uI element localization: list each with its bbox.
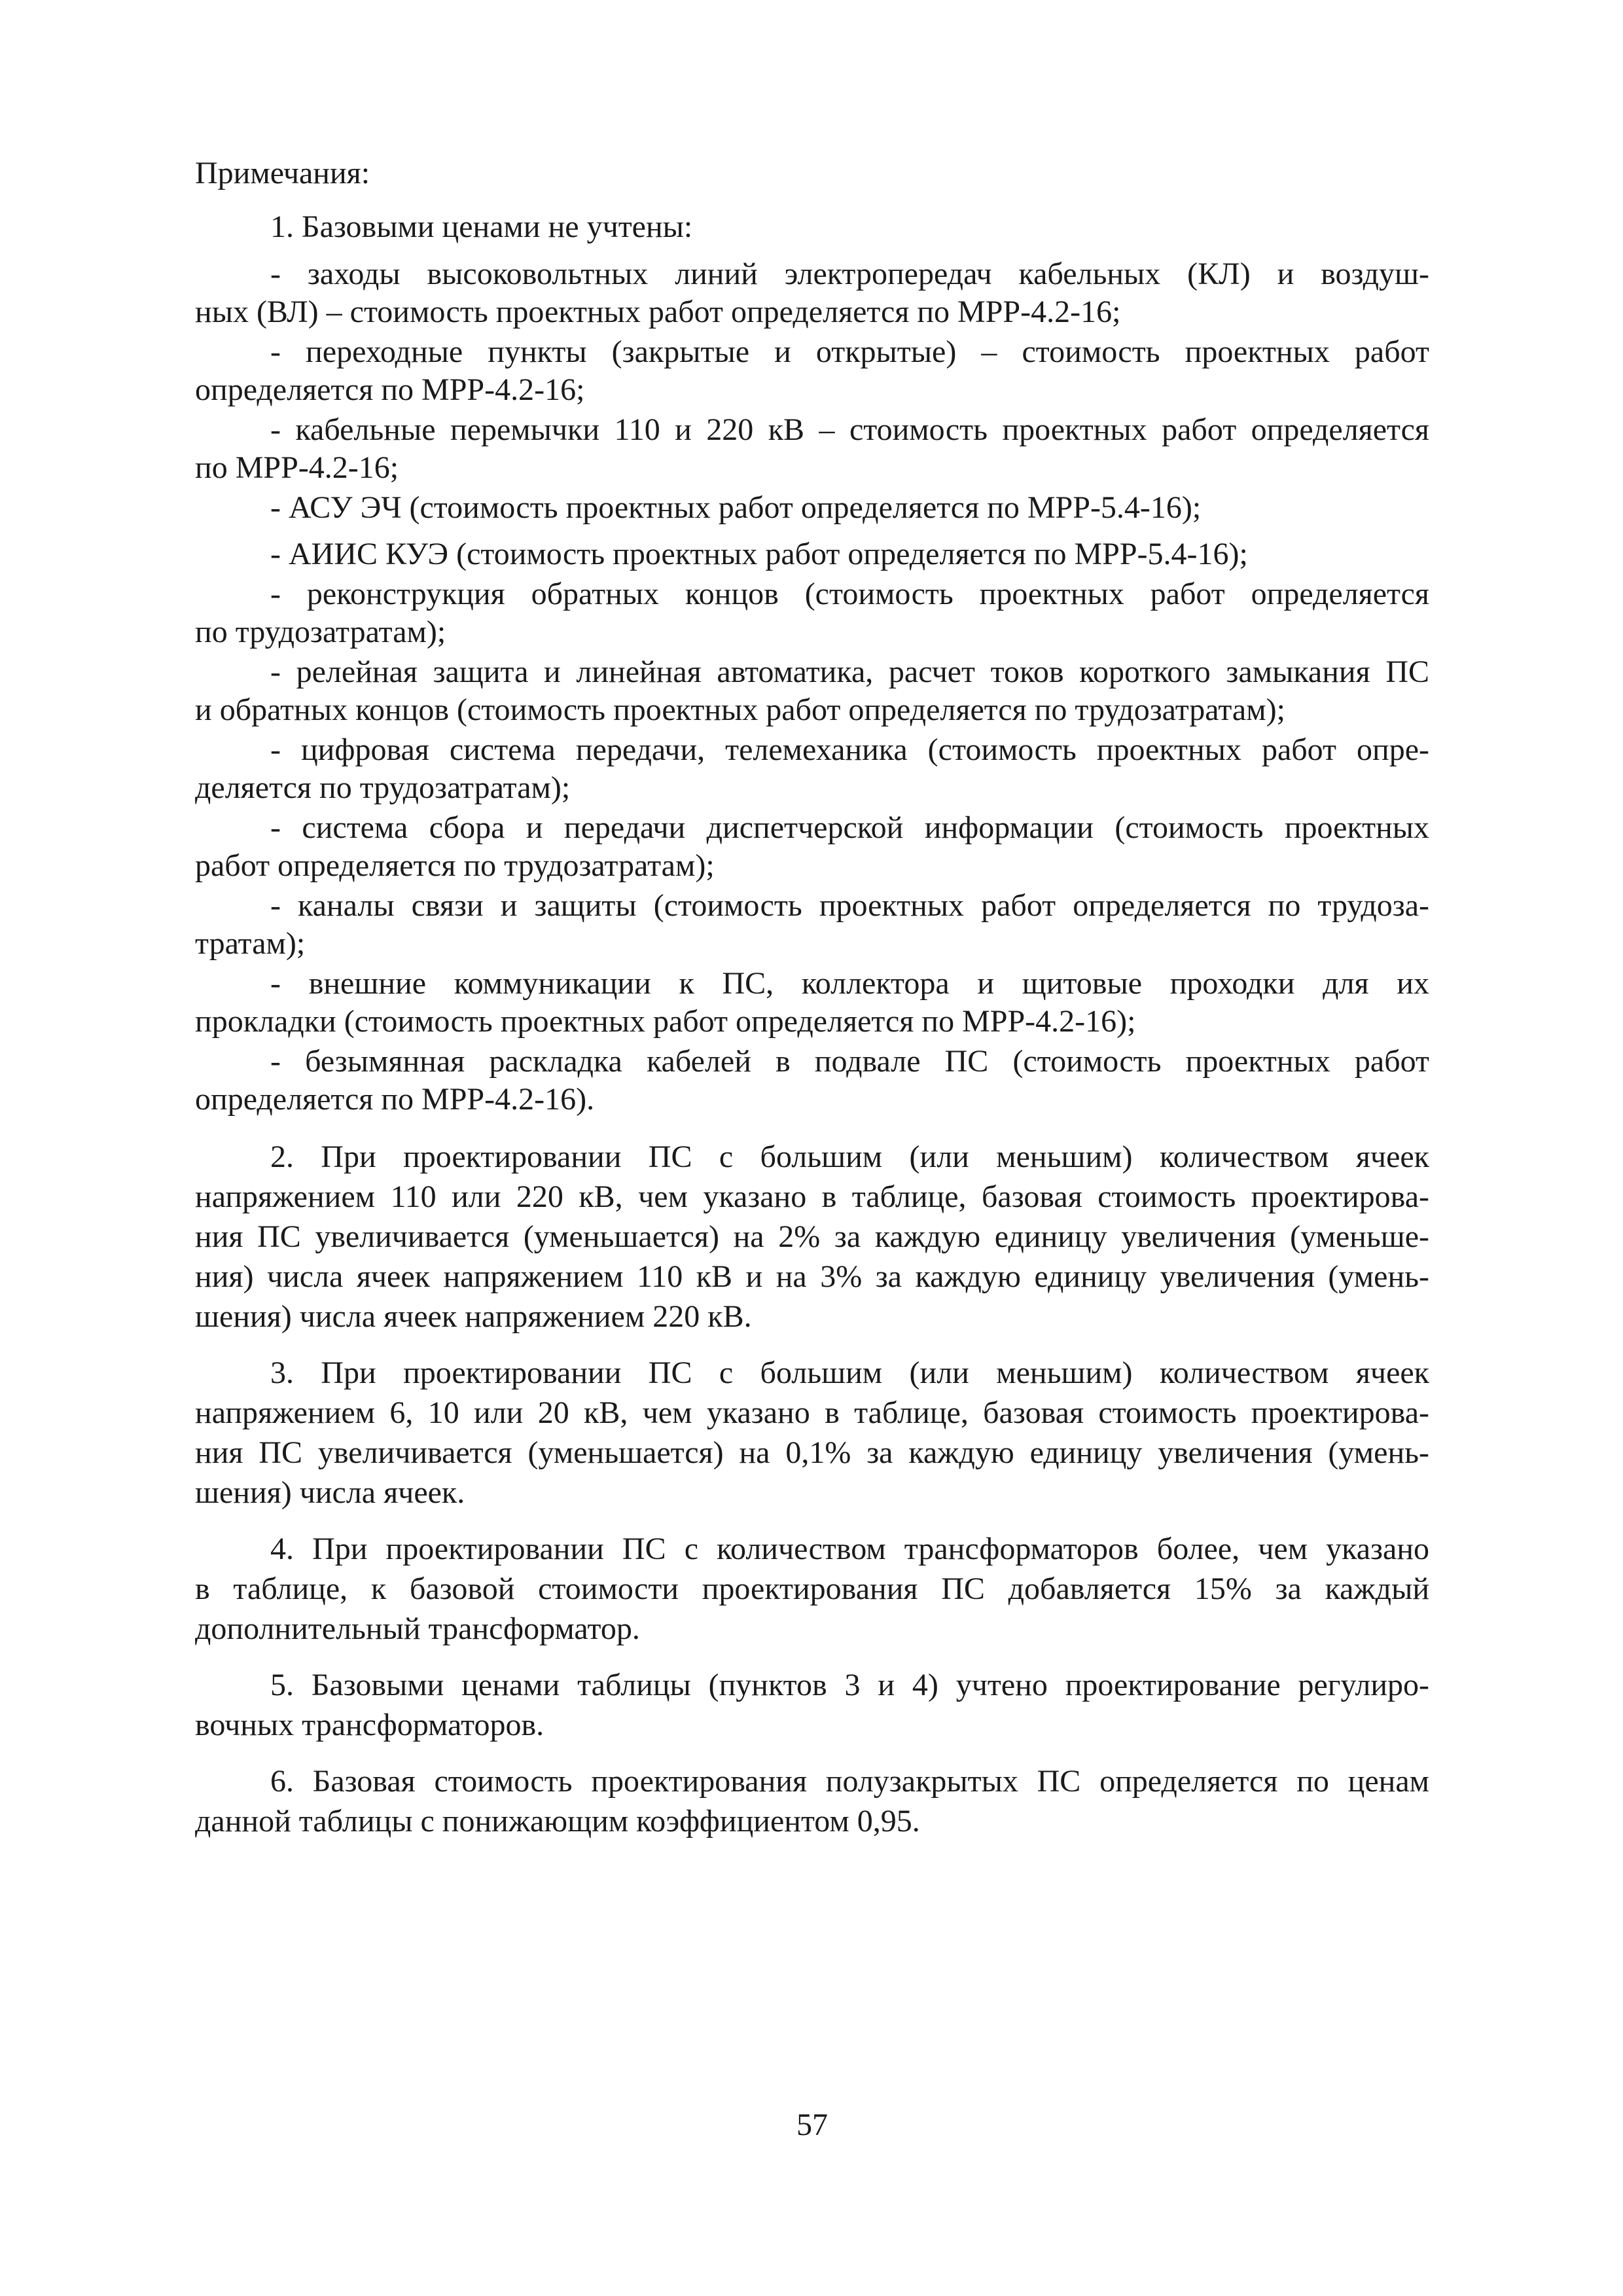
note-2-line: напряжением 110 или 220 кВ, чем указано в таблице, базовая стоимость проектирова- xyxy=(195,1179,1429,1214)
bullet-line: по трудозатратам); xyxy=(195,615,446,649)
note-4-line: 4. При проектировании ПС с количеством трансформаторов более, чем указано xyxy=(270,1532,1429,1566)
bullet-line: - каналы связи и защиты (стоимость проектных работ определяется по трудоза- xyxy=(270,888,1429,923)
note-1-title: 1. Базовыми ценами не учтены: xyxy=(270,209,693,244)
bullet-line: - переходные пункты (закрытые и открытые) – стоимость проектных работ xyxy=(270,334,1429,369)
note-6-line: 6. Базовая стоимость проектирования полузакрытых ПС определяется по ценам xyxy=(270,1764,1429,1799)
bullet-line: - цифровая система передачи, телемеханика (стоимость проектных работ опре- xyxy=(270,732,1429,767)
page-number: 57 xyxy=(796,2108,828,2142)
bullet-line: - АСУ ЭЧ (стоимость проектных работ определяется по МРР-5.4-16); xyxy=(270,490,1202,525)
bullet-line: - внешние коммуникации к ПС, коллектора и щитовые проходки для их xyxy=(270,966,1429,1001)
note-4-line: дополнительный трансформатор. xyxy=(195,1611,640,1646)
bullet-line: тратам); xyxy=(195,926,306,961)
bullet-line: - безымянная раскладка кабелей в подвале ПС (стоимость проектных работ xyxy=(270,1044,1429,1079)
note-4-line: в таблице, к базовой стоимости проектирования ПС добавляется 15% за каждый xyxy=(195,1571,1429,1606)
notes-heading: Примечания: xyxy=(195,156,370,190)
note-2-line: шения) числа ячеек напряжением 220 кВ. xyxy=(195,1299,752,1334)
bullet-line: и обратных концов (стоимость проектных работ определяется по трудозатратам); xyxy=(195,692,1285,727)
bullet-line: деляется по трудозатратам); xyxy=(195,770,571,805)
bullet-line: - АИИС КУЭ (стоимость проектных работ определяется по МРР-5.4-16); xyxy=(270,537,1248,571)
note-2-line: 2. При проектировании ПС с большим (или меньшим) количеством ячеек xyxy=(270,1139,1429,1174)
bullet-line: - кабельные перемычки 110 и 220 кВ – стоимость проектных работ определяется xyxy=(270,412,1429,447)
note-5-line: вочных трансформаторов. xyxy=(195,1708,544,1742)
note-3-line: ния ПС увеличивается (уменьшается) на 0,1% за каждую единицу увеличения (умень- xyxy=(195,1435,1429,1470)
bullet-line: определяется по МРР-4.2-16; xyxy=(195,372,585,407)
bullet-line: ных (ВЛ) – стоимость проектных работ определяется по МРР-4.2-16; xyxy=(195,295,1121,329)
bullet-line: - реконструкция обратных концов (стоимость проектных работ определяется xyxy=(270,577,1429,611)
note-6-line: данной таблицы с понижающим коэффициентом 0,95. xyxy=(195,1804,920,1839)
bullet-line: - релейная защита и линейная автоматика, расчет токов короткого замыкания ПС xyxy=(270,655,1429,689)
bullet-line: - заходы высоковольтных линий электропередач кабельных (КЛ) и воздуш- xyxy=(270,257,1429,291)
bullet-line: работ определяется по трудозатратам); xyxy=(195,848,715,883)
note-3-line: шения) числа ячеек. xyxy=(195,1475,465,1510)
bullet-line: определяется по МРР-4.2-16). xyxy=(195,1082,595,1117)
bullet-line: - система сбора и передачи диспетчерской информации (стоимость проектных xyxy=(270,810,1429,845)
bullet-line: по МРР-4.2-16; xyxy=(195,450,399,485)
bullet-line: прокладки (стоимость проектных работ определяется по МРР-4.2-16); xyxy=(195,1004,1136,1039)
note-3-line: 3. При проектировании ПС с большим (или меньшим) количеством ячеек xyxy=(270,1355,1429,1390)
note-2-line: ния) числа ячеек напряжением 110 кВ и на 3% за каждую единицу увеличения (умень- xyxy=(195,1259,1429,1294)
note-2-line: ния ПС увеличивается (уменьшается) на 2% за каждую единицу увеличения (уменьше- xyxy=(195,1219,1429,1254)
note-5-line: 5. Базовыми ценами таблицы (пунктов 3 и 4) учтено проектирование регулиро- xyxy=(270,1668,1429,1702)
document-page xyxy=(195,0,1429,2296)
note-3-line: напряжением 6, 10 или 20 кВ, чем указано в таблице, базовая стоимость проектирова- xyxy=(195,1395,1429,1430)
